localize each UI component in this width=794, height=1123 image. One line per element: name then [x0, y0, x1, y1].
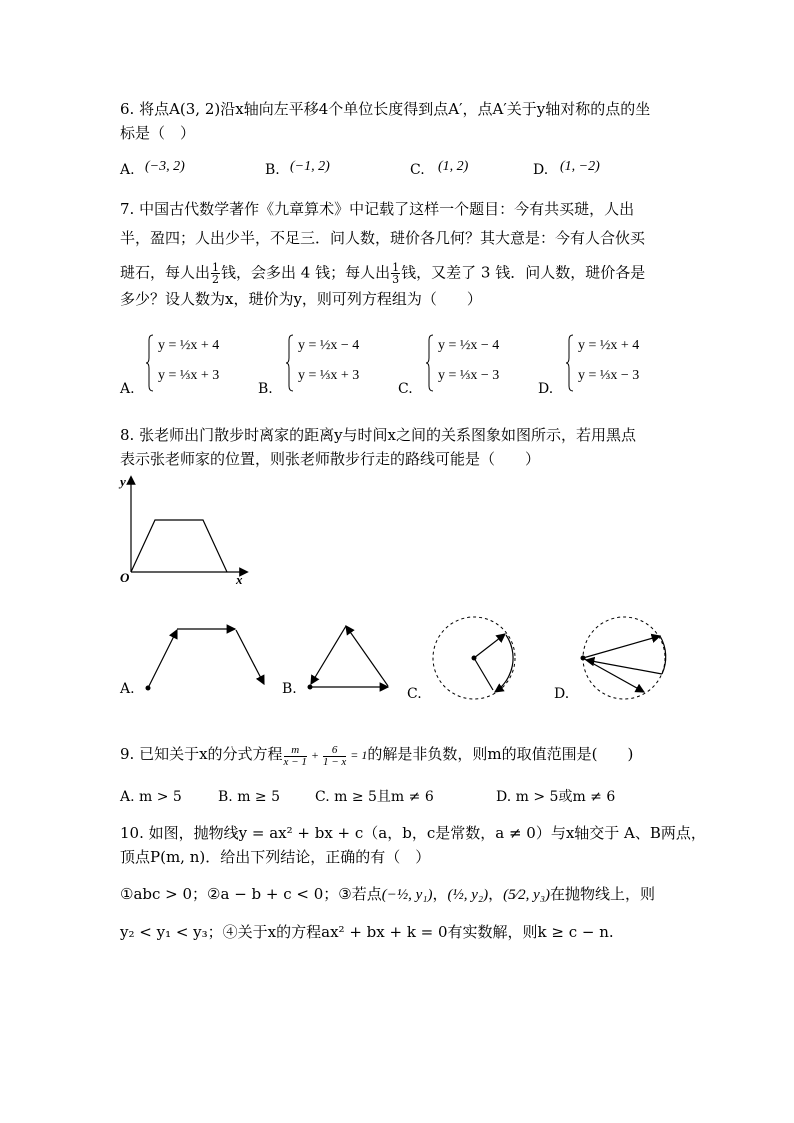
q9-equation: $\frac{m}{x - 1}$ + $\frac{6}{1 - x}$ = 1	[283, 743, 368, 768]
q7-line1: 7. 中国古代数学著作《九章算术》中记载了这样一个题目：今有共买琎，人出	[120, 200, 635, 218]
x-axis-label: x	[236, 572, 243, 587]
dashed-circle	[583, 617, 665, 699]
q8-route-d	[578, 614, 670, 702]
brace-icon	[566, 334, 574, 392]
q7-system-a-eq1: y = ½x + 4	[158, 338, 220, 353]
q8-line2: 表示张老师家的位置，则张老师散步行走的路线可能是（ ）	[120, 450, 541, 468]
q7-line3-part2: 钱，会多出 4 钱；每人出	[221, 263, 391, 282]
q7-system-b	[286, 334, 386, 394]
q9-suffix: 的解是非负数，则m的取值范围是( )	[367, 745, 634, 763]
q7-system-a	[146, 334, 246, 394]
q10-line3: ①abc > 0；②a − b + c < 0；③若点(−½, y₁)，(½, y₂)，(5⁄2, y₃)在抛物线上，则	[120, 885, 656, 903]
q8-route-a	[140, 620, 270, 692]
q7-line3	[120, 262, 645, 285]
q9-option-b: B. m ≥ 5	[218, 789, 281, 805]
q6-option-b-label: B.	[265, 162, 280, 178]
q8-route-b	[300, 620, 396, 692]
q7-fraction-half: $\frac{1}{2}$	[212, 261, 220, 286]
q7-system-b-eq2: y = ⅓x + 3	[298, 368, 360, 383]
q8-line1: 8. 张老师出门散步时离家的距离y与时间x之间的关系图象如图所示，若用黑点	[120, 426, 637, 444]
q10-point2: (½, y₂)	[447, 887, 489, 903]
q8-route-c	[428, 614, 520, 702]
q8-option-c-label: C.	[407, 686, 422, 702]
q10-point3: (5⁄2, y₃)	[503, 887, 551, 903]
q10-line3-part1: ①abc > 0；②a − b + c < 0；③若点	[120, 885, 382, 903]
brace-icon	[286, 334, 294, 392]
y-axis-label: y	[120, 474, 126, 489]
q7-fraction-third: $\frac{1}{3}$	[392, 261, 400, 286]
q7-line3-part1: 琎石，每人出	[120, 263, 211, 282]
q7-system-c-eq2: y = ⅓x − 3	[438, 368, 500, 383]
brace-icon	[146, 334, 154, 392]
q7-option-d-label: D.	[538, 381, 554, 397]
q8-option-d-label: D.	[554, 686, 570, 702]
q7-line2: 半，盈四；人出少半，不足三．问人数，琎价各几何？其大意是：今有人合伙买	[120, 229, 646, 247]
q10-line4: y₂ < y₁ < y₃；④关于x的方程ax² + bx + k = 0有实数解，则k ≥ c − n.	[120, 923, 614, 941]
q7-option-c-label: C.	[398, 381, 413, 397]
q7-system-c-eq1: y = ½x − 4	[438, 338, 500, 353]
q8-option-a-label: A.	[120, 681, 135, 697]
q6-option-d-label: D.	[533, 162, 549, 178]
q6-line1: 6. 将点A(3, 2)沿x轴向左平移4个单位长度得到点A′，点A′关于y轴对称的点的坐	[120, 100, 651, 118]
q6-option-c-label: C.	[410, 162, 425, 178]
q8-option-b-label: B.	[282, 681, 297, 697]
q9-option-a: A. m > 5	[120, 789, 182, 805]
q7-system-a-eq2: y = ⅓x + 3	[158, 368, 220, 383]
q7-system-b-eq1: y = ½x − 4	[298, 338, 360, 353]
q9-prefix: 9. 已知关于x的分式方程	[120, 745, 283, 763]
q10-line1: 10. 如图，抛物线y = ax² + bx + c（a，b，c是常数，a ≠ 0）与x轴交于 A、B两点，	[120, 824, 706, 842]
q6-option-c-value: (1, 2)	[438, 159, 469, 174]
q7-system-d-eq2: y = ⅓x − 3	[578, 368, 640, 383]
q6-option-a-value: (−3, 2)	[145, 159, 185, 174]
q7-system-d-eq1: y = ½x + 4	[578, 338, 640, 353]
origin-label: O	[120, 570, 130, 585]
distance-curve	[131, 520, 227, 572]
q6-line2: 标是（ ）	[120, 124, 196, 142]
brace-icon	[426, 334, 434, 392]
q7-line3-part3: 钱，又差了 3 钱．问人数，琎价各是	[401, 263, 646, 282]
q10-line2: 顶点P(m, n)．给出下列结论，正确的有（ ）	[120, 848, 431, 866]
q9-option-c: C. m ≥ 5且m ≠ 6	[315, 789, 434, 805]
q10-point1: (−½, y₁)	[381, 887, 433, 903]
q8-distance-time-graph	[112, 472, 252, 587]
q7-line4: 多少？设人数为x，琎价为y，则可列方程组为（ ）	[120, 290, 482, 308]
q7-option-a-label: A.	[120, 381, 135, 397]
q6-option-d-value: (1, −2)	[560, 159, 600, 174]
q6-option-b-value: (−1, 2)	[290, 159, 330, 174]
q7-system-c	[426, 334, 526, 394]
q9-option-d: D. m > 5或m ≠ 6	[496, 789, 616, 805]
q6-option-a-label: A.	[120, 162, 135, 178]
q7-option-b-label: B.	[258, 381, 273, 397]
q7-system-d	[566, 334, 666, 394]
q10-line3-part2: 在抛物线上，则	[550, 885, 656, 903]
q9-line	[120, 744, 633, 768]
